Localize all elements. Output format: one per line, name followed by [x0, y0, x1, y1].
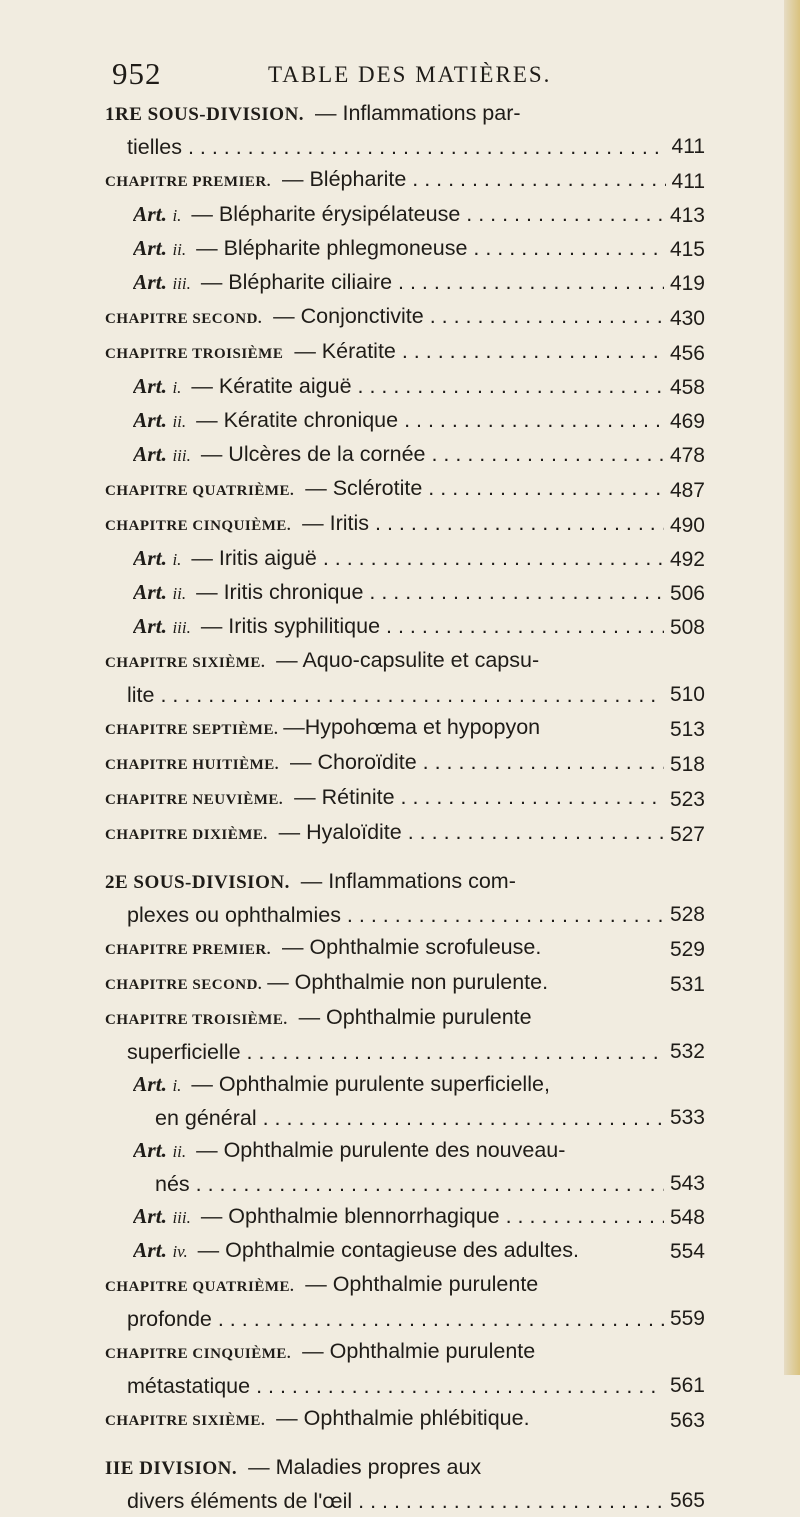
- running-header: [0, 56, 800, 96]
- toc-entry[interactable]: [105, 163, 705, 198]
- page-ref: 411: [666, 166, 705, 198]
- article-word: Art.: [133, 1204, 168, 1228]
- page-edge: [784, 0, 800, 1375]
- page-ref: 415: [664, 234, 705, 266]
- toc-entry[interactable]: [105, 1451, 705, 1517]
- article-number: ii.: [172, 412, 187, 431]
- entry-title: — Blépharite: [276, 167, 407, 191]
- entry-title: — Ophthalmie blennorrhagique: [194, 1204, 500, 1228]
- article-label: [133, 580, 186, 604]
- entry-title: — Iritis chronique: [190, 580, 364, 604]
- chapter-label: CHAPITRE DIXIÈME.: [105, 827, 268, 843]
- entry-title: — Blépharite ciliaire: [194, 270, 393, 294]
- toc-entry[interactable]: [105, 232, 705, 266]
- page-ref: 478: [664, 440, 705, 472]
- page-ref: 518: [664, 749, 705, 781]
- article-number: ii.: [172, 584, 187, 603]
- toc-entry[interactable]: [105, 542, 705, 576]
- chapter-label: CHAPITRE SEPTIÈME.: [105, 722, 279, 738]
- chapter-label: CHAPITRE TROISIÈME: [105, 346, 284, 362]
- article-word: Art.: [133, 202, 168, 226]
- toc-entry[interactable]: [105, 1001, 705, 1068]
- chapter-label: CHAPITRE PREMIER.: [105, 174, 272, 190]
- article-word: Art.: [133, 1238, 168, 1262]
- page-ref: 456: [664, 338, 705, 370]
- toc-entry[interactable]: [105, 266, 705, 300]
- toc-entry[interactable]: [105, 931, 705, 966]
- entry-title: — Ophthalmie purulente des nouveau-: [190, 1138, 566, 1162]
- dot-leader: [422, 476, 705, 500]
- article-label: [133, 374, 181, 398]
- dot-leader: [250, 1374, 705, 1398]
- table-of-contents: [105, 97, 705, 1517]
- entry-title-continued: lite: [127, 683, 155, 707]
- toc-entry[interactable]: [105, 1234, 705, 1268]
- article-label: [133, 202, 181, 226]
- toc-entry[interactable]: [105, 507, 705, 542]
- running-title: TABLE DES MATIÈRES.: [268, 62, 552, 87]
- article-number: iii.: [172, 446, 191, 465]
- toc-entry[interactable]: [105, 610, 705, 644]
- page-ref: 419: [664, 268, 705, 300]
- entry-title: — Kératite: [288, 339, 396, 363]
- article-word: Art.: [133, 442, 168, 466]
- article-label: [133, 1238, 188, 1262]
- section-gap: [105, 851, 705, 865]
- dot-leader: [395, 785, 705, 809]
- chapter-label: CHAPITRE SECOND.: [105, 311, 263, 327]
- article-label: [133, 442, 191, 466]
- toc-entry[interactable]: [105, 816, 705, 851]
- toc-entry[interactable]: [105, 1335, 705, 1402]
- toc-entry[interactable]: [105, 576, 705, 610]
- entry-title: — Aquo-capsulite et capsu-: [270, 648, 540, 672]
- page-ref: 554: [664, 1236, 705, 1268]
- dot-leader: [406, 167, 705, 191]
- chapter-label: CHAPITRE HUITIÈME.: [105, 757, 280, 773]
- page-ref: 513: [664, 714, 705, 746]
- entry-title: — Iritis aiguë: [185, 546, 317, 570]
- entry-title: — Ulcères de la cornée: [194, 442, 426, 466]
- dot-leader: [369, 511, 705, 535]
- page-ref: 548: [664, 1202, 705, 1234]
- page-ref: 510: [664, 679, 705, 711]
- entry-title: — Sclérotite: [299, 476, 423, 500]
- page-ref: 543: [664, 1168, 705, 1200]
- chapter-label: CHAPITRE NEUVIÈME.: [105, 792, 284, 808]
- dot-leader: [398, 408, 705, 432]
- page-ref: 527: [664, 819, 705, 851]
- article-label: [133, 408, 186, 432]
- entry-title: — Ophthalmie non purulente.: [267, 970, 549, 994]
- page-ref: 508: [664, 612, 705, 644]
- entry-title: — Maladies propres aux: [242, 1455, 482, 1479]
- toc-entry[interactable]: [105, 865, 705, 931]
- article-word: Art.: [133, 1072, 168, 1096]
- entry-title: — Ophthalmie purulente: [299, 1272, 539, 1296]
- page-ref: 430: [664, 303, 705, 335]
- article-number: i.: [172, 1076, 182, 1095]
- toc-entry[interactable]: [105, 300, 705, 335]
- toc-entry[interactable]: [105, 1200, 705, 1234]
- page-ref: 529: [664, 934, 705, 966]
- page-ref: 411: [666, 131, 705, 163]
- entry-title: — Blépharite érysipélateuse: [185, 202, 461, 226]
- dot-leader: [380, 614, 705, 638]
- toc-entry[interactable]: [105, 438, 705, 472]
- entry-title: — Hyaloïdite: [272, 820, 402, 844]
- dot-leader: [352, 374, 705, 398]
- dot-leader: [352, 1489, 705, 1513]
- entry-title-continued: en général: [155, 1106, 257, 1130]
- dot-leader: [317, 546, 705, 570]
- article-label: [133, 1138, 186, 1162]
- toc-entry[interactable]: [105, 198, 705, 232]
- entry-title: — Rétinite: [288, 785, 395, 809]
- article-number: iii.: [172, 618, 191, 637]
- page-ref: 458: [664, 372, 705, 404]
- page-ref: 490: [664, 510, 705, 542]
- article-number: iii.: [172, 274, 191, 293]
- article-label: [133, 270, 191, 294]
- article-label: [133, 1072, 181, 1096]
- entry-title-continued: divers éléments de l'œil: [127, 1489, 353, 1513]
- dot-leader: [392, 270, 705, 294]
- toc-entry[interactable]: [105, 966, 705, 1001]
- dot-leader: [182, 135, 705, 159]
- dot-leader: [341, 903, 705, 927]
- dot-leader: [402, 820, 705, 844]
- page-ref: 523: [664, 784, 705, 816]
- page-ref: 565: [664, 1485, 705, 1517]
- entry-title: — Ophthalmie contagieuse des adultes.: [191, 1238, 579, 1262]
- entry-title: — Iritis: [296, 511, 370, 535]
- toc-entry[interactable]: [105, 644, 705, 711]
- entry-title-continued: tielles: [127, 135, 182, 159]
- dot-leader: [190, 1172, 705, 1196]
- entry-title-continued: métastatique: [127, 1374, 251, 1398]
- article-label: [133, 1204, 191, 1228]
- entry-title: — Kératite chronique: [190, 408, 399, 432]
- division-label: 1RE SOUS-DIVISION.: [105, 104, 305, 125]
- article-number: i.: [172, 378, 182, 397]
- entry-title: — Conjonctivite: [267, 304, 424, 328]
- article-number: iv.: [172, 1242, 188, 1261]
- article-word: Art.: [133, 1138, 168, 1162]
- dot-leader: [363, 580, 705, 604]
- page-ref: 528: [664, 899, 705, 931]
- chapter-label: CHAPITRE QUATRIÈME.: [105, 483, 295, 499]
- page-number: 952: [112, 56, 162, 91]
- toc-entry[interactable]: [105, 711, 705, 746]
- article-number: iii.: [172, 1208, 191, 1227]
- page-ref: 531: [664, 969, 705, 1001]
- dot-leader: [396, 339, 705, 363]
- entry-title: — Choroïdite: [284, 750, 417, 774]
- division-label: IIE DIVISION.: [105, 1458, 238, 1479]
- dot-leader: [154, 683, 705, 707]
- page-ref: 561: [664, 1370, 705, 1402]
- article-word: Art.: [133, 408, 168, 432]
- toc-entry[interactable]: [105, 335, 705, 370]
- entry-title-continued: plexes ou ophthalmies: [127, 903, 341, 927]
- toc-entry[interactable]: [105, 370, 705, 404]
- article-word: Art.: [133, 374, 168, 398]
- article-number: ii.: [172, 1142, 187, 1161]
- toc-entry[interactable]: [105, 1134, 705, 1200]
- article-label: [133, 546, 181, 570]
- article-word: Art.: [133, 546, 168, 570]
- toc-entry[interactable]: [105, 1268, 705, 1335]
- entry-title: — Ophthalmie phlébitique.: [270, 1406, 530, 1430]
- page-ref: 469: [664, 406, 705, 438]
- chapter-label: CHAPITRE PREMIER.: [105, 942, 272, 958]
- article-word: Art.: [133, 270, 168, 294]
- entry-title: — Inflammations com-: [294, 869, 516, 893]
- page-ref: 492: [664, 544, 705, 576]
- entry-title: — Inflammations par-: [309, 101, 521, 125]
- toc-entry[interactable]: [105, 1402, 705, 1437]
- entry-title-continued: superficielle: [127, 1040, 241, 1064]
- article-number: i.: [172, 206, 182, 225]
- article-label: [133, 614, 191, 638]
- page-ref: 563: [664, 1405, 705, 1437]
- dot-leader: [417, 750, 705, 774]
- dot-leader: [257, 1106, 705, 1130]
- entry-title: — Blépharite phlegmoneuse: [190, 236, 468, 260]
- page-ref: 559: [664, 1303, 705, 1335]
- page-ref: 413: [664, 200, 705, 232]
- entry-title-continued: nés: [155, 1172, 190, 1196]
- article-word: Art.: [133, 614, 168, 638]
- section-gap: [105, 1437, 705, 1451]
- toc-entry[interactable]: [105, 97, 705, 163]
- page-ref: 487: [664, 475, 705, 507]
- article-word: Art.: [133, 236, 168, 260]
- page-ref: 532: [664, 1036, 705, 1068]
- chapter-label: CHAPITRE CINQUIÈME.: [105, 1346, 292, 1362]
- entry-title: — Ophthalmie purulente superficielle,: [185, 1072, 550, 1096]
- article-label: [133, 236, 186, 260]
- entry-title: — Ophthalmie purulente: [296, 1339, 536, 1363]
- division-label: 2E SOUS-DIVISION.: [105, 872, 290, 893]
- entry-title: — Kératite aiguë: [185, 374, 352, 398]
- dot-leader: [212, 1307, 705, 1331]
- chapter-label: CHAPITRE QUATRIÈME.: [105, 1279, 295, 1295]
- entry-title: — Ophthalmie scrofuleuse.: [276, 935, 542, 959]
- page-ref: 533: [664, 1102, 705, 1134]
- article-number: ii.: [172, 240, 187, 259]
- entry-title: — Ophthalmie purulente: [292, 1005, 532, 1029]
- toc-entry[interactable]: [105, 781, 705, 816]
- toc-entry[interactable]: [105, 472, 705, 507]
- dot-leader: [241, 1040, 705, 1064]
- chapter-label: CHAPITRE CINQUIÈME.: [105, 518, 292, 534]
- chapter-label: CHAPITRE SIXIÈME.: [105, 655, 266, 671]
- article-number: i.: [172, 550, 182, 569]
- entry-title: — Iritis syphilitique: [194, 614, 381, 638]
- dot-leader: [424, 304, 705, 328]
- chapter-label: CHAPITRE TROISIÈME.: [105, 1012, 288, 1028]
- toc-entry[interactable]: [105, 746, 705, 781]
- toc-entry[interactable]: [105, 1068, 705, 1134]
- page-ref: 506: [664, 578, 705, 610]
- chapter-label: CHAPITRE SECOND.: [105, 977, 263, 993]
- entry-title-continued: profonde: [127, 1307, 212, 1331]
- article-word: Art.: [133, 580, 168, 604]
- entry-title: —Hypohœma et hypopyon: [283, 715, 541, 739]
- chapter-label: CHAPITRE SIXIÈME.: [105, 1413, 266, 1429]
- toc-entry[interactable]: [105, 404, 705, 438]
